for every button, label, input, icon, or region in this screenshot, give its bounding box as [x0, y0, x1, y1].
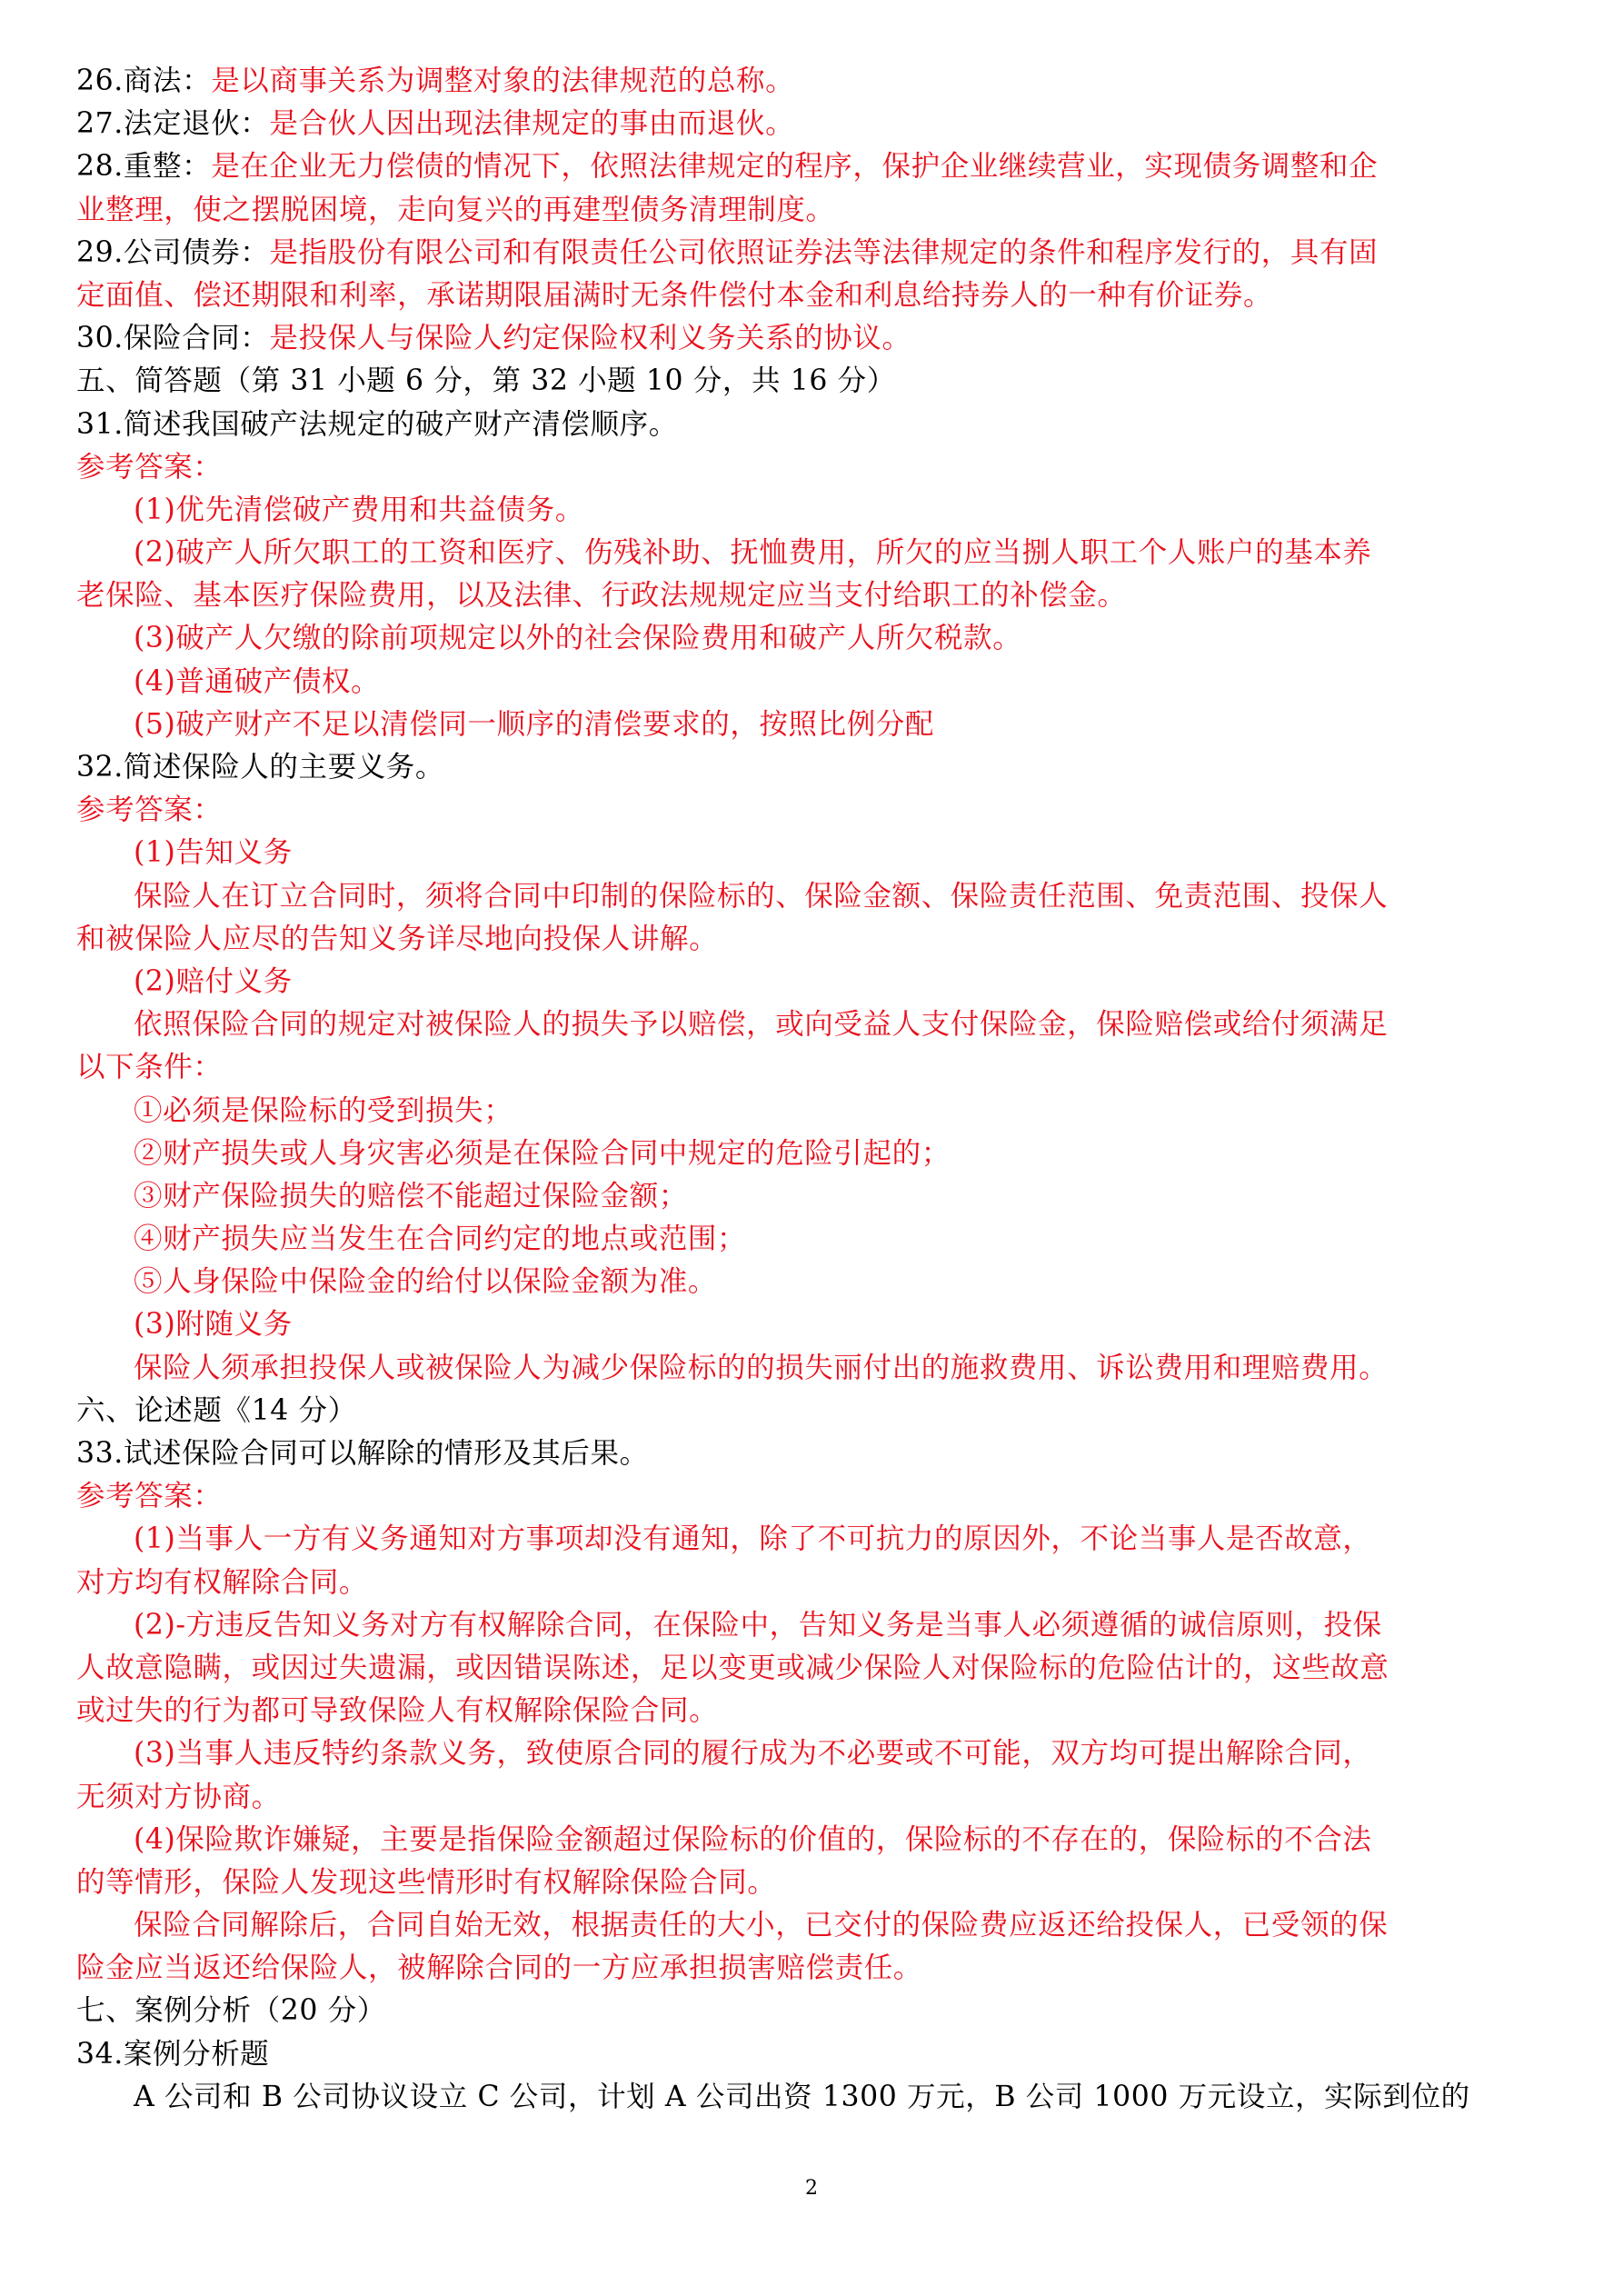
text-line [76, 918, 1558, 961]
text-line [76, 1947, 1558, 1990]
text-line [76, 489, 1558, 532]
question-text: 28.重整： [76, 150, 212, 184]
question-text: 33.试述保险合同可以解除的情形及其后果。 [76, 1437, 649, 1470]
text-line [76, 1819, 1558, 1862]
question-text: 七、案例分析（20 分） [76, 1994, 386, 2028]
answer-text: (2)破产人所欠职工的工资和医疗、伤残补助、抚恤费用，所欠的应当捌人职工个人账户的基本养 [134, 536, 1372, 570]
answer-text: 保险人在订立合同时，须将合同中印制的保险标的、保险金额、保险责任范围、免责范围、投保人 [134, 879, 1389, 913]
text-line [76, 574, 1558, 617]
answer-text: (1)告知义务 [134, 836, 293, 870]
text-line [76, 1904, 1558, 1947]
answer-text: 定面值、偿还期限和利率，承诺期限届满时无条件偿付本金和利息给持券人的一种有价证券。 [76, 278, 1273, 312]
text-line [76, 532, 1558, 574]
answer-text: 参考答案： [76, 450, 223, 484]
question-text: 27.法定退伙： [76, 107, 270, 141]
text-line [76, 1433, 1558, 1475]
answer-text: (3)破产人欠缴的除前项规定以外的社会保险费用和破产人所欠税款。 [134, 622, 1022, 655]
page-number: 2 [805, 2177, 818, 2200]
question-text: 34.案例分析题 [76, 2037, 270, 2071]
answer-text: (2)-方违反告知义务对方有权解除合同，在保险中，告知义务是当事人必须遵循的诚信原则，投保 [134, 1608, 1382, 1642]
text-line [76, 189, 1558, 232]
question-text: A 公司和 B 公司协议设立 C 公司，计划 A 公司出资 1300 万元，B 公司 1000 万元设立，实际到位的 [134, 2080, 1470, 2113]
question-text: 26.商法： [76, 65, 212, 97]
text-line [76, 1175, 1558, 1218]
text-line [76, 145, 1558, 188]
answer-text: 保险合同解除后，合同自始无效，根据责任的大小，已交付的保险费应返还给投保人，已受领的保 [134, 1909, 1389, 1942]
text-line [76, 1046, 1558, 1089]
answer-text: 以下条件： [76, 1051, 223, 1084]
answer-text: 是投保人与保险人约定保险权利义务关系的协议。 [269, 322, 911, 355]
text-line [76, 60, 1558, 103]
question-text: 30.保险合同： [76, 322, 270, 355]
text-line [76, 617, 1558, 660]
text-line [76, 317, 1558, 360]
answer-text: (1)优先清偿破产费用和共益债务。 [134, 493, 584, 526]
text-line [76, 1390, 1558, 1433]
text-line [76, 1133, 1558, 1175]
question-text: 五、简答题（第 31 小题 6 分，第 32 小题 10 分，共 16 分） [76, 364, 896, 398]
text-line [76, 232, 1558, 275]
text-line [76, 961, 1558, 1003]
text-line [76, 275, 1558, 317]
answer-text: 无须对方协商。 [76, 1780, 281, 1813]
text-line [76, 746, 1558, 789]
answer-text: (4)普通破产债权。 [134, 664, 381, 698]
answer-text: (4)保险欺诈嫌疑，主要是指保险金额超过保险标的价值的，保险标的不存在的，保险标的不合法 [134, 1822, 1372, 1856]
document-body [76, 60, 1558, 2119]
answer-text: 和被保险人应尽的告知义务详尽地向投保人讲解。 [76, 922, 719, 955]
answer-text: 依照保险合同的规定对被保险人的损失予以赔偿，或向受益人支付保险金，保险赔偿或给付须满足 [134, 1008, 1389, 1042]
answer-text: (5)破产财产不足以清偿同一顺序的清偿要求的，按照比例分配 [134, 707, 935, 741]
text-line [76, 661, 1558, 704]
answer-text: (1)当事人一方有义务通知对方事项却没有通知，除了不可抗力的原因外，不论当事人是否故意， [134, 1522, 1372, 1556]
answer-text: ④财产损失应当发生在合同约定的地点或范围； [134, 1223, 747, 1256]
text-line [76, 1003, 1558, 1046]
text-line [76, 2076, 1558, 2119]
text-line [76, 1261, 1558, 1303]
answer-text: (2)赔付义务 [134, 964, 293, 998]
answer-text: ⑤人身保险中保险金的给付以保险金额为准。 [134, 1265, 718, 1299]
answer-text: ③财产保险损失的赔偿不能超过保险金额； [134, 1179, 688, 1213]
text-line [76, 1218, 1558, 1261]
question-text: 29.公司债券： [76, 235, 270, 269]
text-line [76, 789, 1558, 832]
text-line [76, 1303, 1558, 1346]
text-line [76, 1347, 1558, 1390]
answer-text: (3)当事人违反特约条款义务，致使原合同的履行成为不必要或不可能，双方均可提出解除合同， [134, 1737, 1372, 1771]
text-line [76, 1475, 1558, 1518]
answer-text: (3)附随义务 [134, 1308, 293, 1342]
text-line [76, 103, 1558, 145]
answer-text: 是指股份有限公司和有限责任公司依照证券法等法律规定的条件和程序发行的，具有固 [269, 235, 1379, 269]
text-line [76, 1604, 1558, 1647]
answer-text: ②财产损失或人身灾害必须是在保险合同中规定的危险引起的； [134, 1136, 951, 1170]
text-line [76, 360, 1558, 403]
text-line [76, 875, 1558, 918]
text-line [76, 446, 1558, 489]
text-line [76, 1690, 1558, 1732]
answer-text: 参考答案： [76, 1480, 223, 1513]
answer-text: 险金应当返还给保险人，被解除合同的一方应承担损害赔偿责任。 [76, 1952, 922, 1985]
question-text: 六、论述题《14 分） [76, 1393, 357, 1427]
question-text: 31.简述我国破产法规定的破产财产清偿顺序。 [76, 407, 678, 441]
text-line [76, 404, 1558, 446]
answer-text: 保险人须承担投保人或被保险人为减少保险标的的损失丽付出的施救费用、诉讼费用和理赔费用。 [134, 1351, 1389, 1384]
answer-text: ①必须是保险标的受到损失； [134, 1093, 513, 1127]
text-line [76, 1518, 1558, 1561]
answer-text: 是合伙人因出现法律规定的事由而退伙。 [269, 107, 795, 141]
answer-text: 老保险、基本医疗保险费用，以及法律、行政法规规定应当支付给职工的补偿金。 [76, 579, 1127, 613]
text-line [76, 1776, 1558, 1819]
text-line [76, 2033, 1558, 2076]
answer-text: 是以商事关系为调整对象的法律规范的总称。 [211, 65, 795, 97]
answer-text: 人故意隐瞒，或因过失遗漏，或因错误陈述，足以变更或减少保险人对保险标的危险估计的，这些故意 [76, 1651, 1389, 1684]
answer-text: 是在企业无力偿债的情况下，依照法律规定的程序，保护企业继续营业，实现债务调整和企 [211, 150, 1379, 184]
answer-text: 或过失的行为都可导致保险人有权解除保险合同。 [76, 1694, 719, 1728]
text-line [76, 1732, 1558, 1775]
answer-text: 参考答案： [76, 794, 223, 827]
text-line [76, 1990, 1558, 2032]
text-line [76, 1862, 1558, 1904]
text-line [76, 704, 1558, 746]
answer-text: 对方均有权解除合同。 [76, 1565, 369, 1599]
text-line [76, 1090, 1558, 1133]
text-line [76, 1647, 1558, 1690]
text-line [76, 1562, 1558, 1604]
text-line [76, 832, 1558, 874]
answer-text: 业整理，使之摆脱困境，走向复兴的再建型债务清理制度。 [76, 193, 835, 226]
question-text: 32.简述保险人的主要义务。 [76, 751, 444, 784]
answer-text: 的等情形，保险人发现这些情形时有权解除保险合同。 [76, 1865, 777, 1899]
